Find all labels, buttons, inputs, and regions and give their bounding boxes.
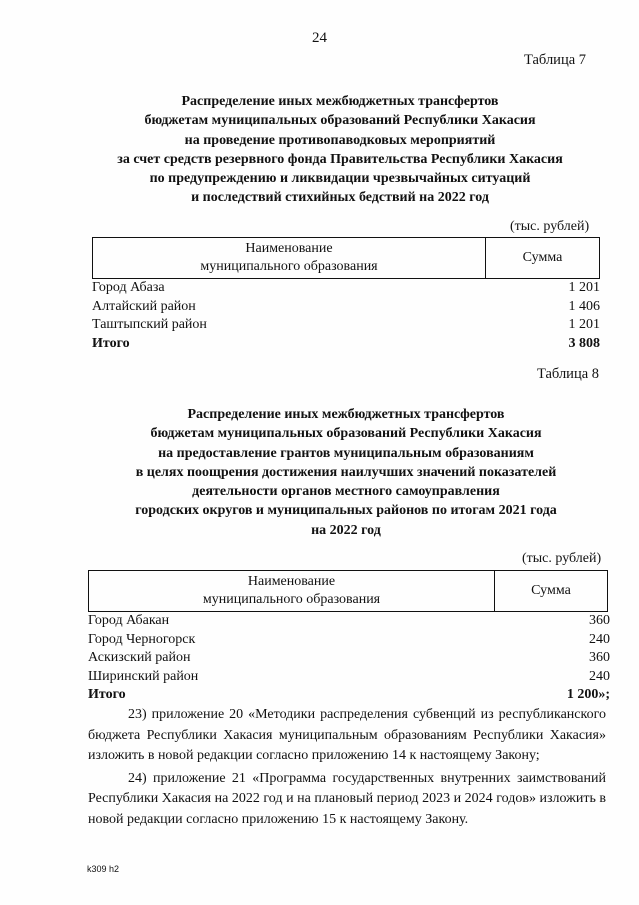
table8-header-sum: Сумма xyxy=(495,571,608,612)
row-value: 240 xyxy=(589,668,610,684)
table8-title-line: на 2022 год xyxy=(311,522,381,538)
table-row xyxy=(92,279,600,298)
row-name: Ширинский район xyxy=(88,668,199,684)
row-name: Таштыпский район xyxy=(92,317,207,333)
row-name: Город Абакан xyxy=(88,613,170,628)
table-row xyxy=(88,631,610,650)
row-name: Город Черногорск xyxy=(88,631,196,647)
table7-units: (тыс. рублей) xyxy=(510,219,590,234)
table7-title xyxy=(60,92,620,208)
row-value: 360 xyxy=(589,650,610,666)
total-value: 1 200»; xyxy=(566,687,610,703)
table-total-row xyxy=(88,686,610,705)
row-name: Алтайский район xyxy=(92,298,196,314)
paragraph: 23) приложение 20 «Методики распределения субвенций из республиканского бюджета Республики Хакасия муниципальным образованиям Республики Хакасия» изложить в новой редакции согласно приложению 14 к настоящему Закону; xyxy=(88,707,606,763)
page-number: 24 xyxy=(312,30,327,46)
body-text xyxy=(88,705,606,830)
table7-title-line: и последствий стихийных бедствий на 2022 год xyxy=(191,190,489,206)
row-value: 240 xyxy=(589,631,610,647)
table8-label: Таблица 8 xyxy=(537,366,600,382)
table7-title-line: бюджетам муниципальных образований Республики Хакасия xyxy=(144,113,536,129)
table7-header-sum: Сумма xyxy=(486,238,600,279)
table8-body xyxy=(88,612,610,705)
table-row xyxy=(92,298,600,317)
row-value: 1 201 xyxy=(568,280,600,295)
row-value: 360 xyxy=(589,613,610,628)
table8-header xyxy=(88,570,608,612)
table7-header-name xyxy=(93,238,486,279)
paragraph: 24) приложение 21 «Программа государственных внутренних заимствований Республики Хакасия на 2022 год и на плановый период 2023 и 2024 годов» изложить в новой редакции согласно приложению 15 к настоящему Закону. xyxy=(88,770,606,827)
table-row xyxy=(88,649,610,668)
total-value: 3 808 xyxy=(568,335,600,351)
table7-title-line: на проведение противопаводковых мероприятий xyxy=(184,132,496,148)
table8-title-line: в целях поощрения достижения наилучших значений показателей xyxy=(135,464,557,480)
table7-title-line: за счет средств резервного фонда Правительства Республики Хакасия xyxy=(117,151,563,167)
total-name: Итого xyxy=(88,687,126,703)
table-row xyxy=(88,612,610,631)
table-row xyxy=(88,668,610,687)
table7-label: Таблица 7 xyxy=(524,52,587,68)
table8-title-line: бюджетам муниципальных образований Республики Хакасия xyxy=(150,426,542,442)
table8-title xyxy=(66,405,626,540)
footer-code: k309 h2 xyxy=(87,864,120,874)
row-value: 1 201 xyxy=(568,317,600,333)
table-total-row xyxy=(92,335,600,354)
row-value: 1 406 xyxy=(568,298,600,314)
table8-units: (тыс. рублей) xyxy=(522,551,602,566)
table7-title-line: Распределение иных межбюджетных трансфертов xyxy=(181,94,499,109)
table8-header-name xyxy=(89,571,495,612)
table8-title-line: на предоставление грантов муниципальным образованиям xyxy=(158,445,534,461)
table-row xyxy=(92,316,600,335)
table7-title-line: по предупреждению и ликвидации чрезвычайных ситуаций xyxy=(149,171,531,187)
table8-title-line: деятельности органов местного самоуправления xyxy=(192,484,500,500)
table8-title-line: городских округов и муниципальных районов по итогам 2021 года xyxy=(135,503,557,519)
row-name: Город Абаза xyxy=(92,280,165,295)
header-name-line: Наименование xyxy=(245,241,333,256)
header-name-line: Наименование xyxy=(247,574,336,589)
row-name: Аскизский район xyxy=(88,650,191,666)
table7-body xyxy=(92,279,600,353)
header-name-line: муниципального образования xyxy=(202,592,381,607)
header-name-line: муниципального образования xyxy=(200,259,378,274)
table8-title-line: Распределение иных межбюджетных трансфертов xyxy=(187,407,505,422)
total-name: Итого xyxy=(92,335,130,351)
table7-header xyxy=(92,237,600,279)
